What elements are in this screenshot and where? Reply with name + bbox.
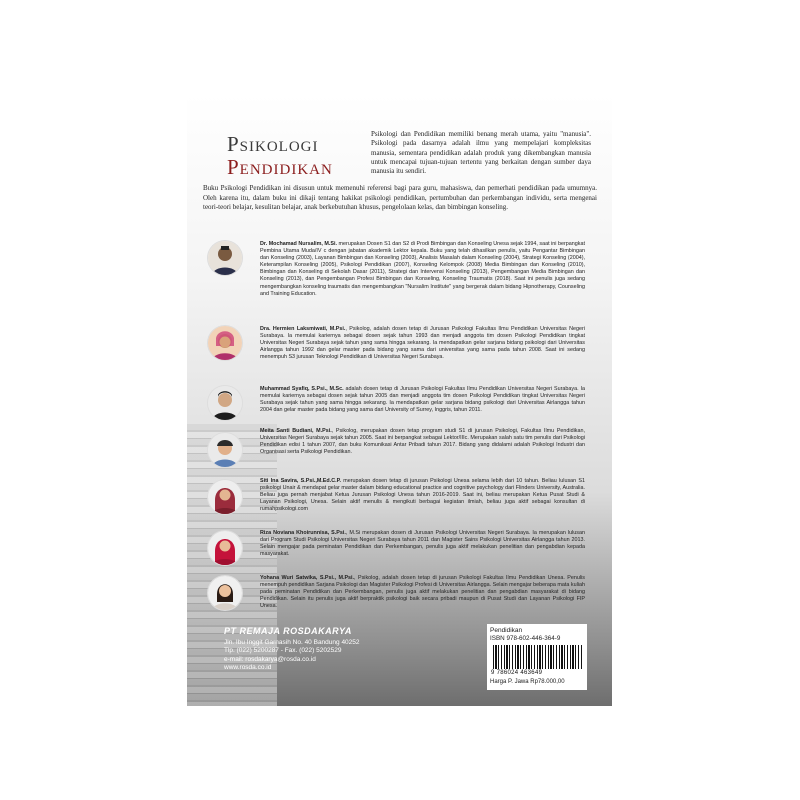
book-title bbox=[227, 134, 333, 178]
author-bio-text: , Psikolog, adalah dosen tetap di Jurusan Psikologi Fakultas Ilmu Pendidikan Universitas Negeri Surabaya. Ia memulai kariernya sebagai dosen sejak tahun 1993 dan menjadi anggota tim dosen Psikologi Pendidikan tingkat Universitas Negeri Surabaya sejak tahun yang sama hingga sekarang. Ia mendapatkan gelar sarjana bidang psikologi dari Universitas Airlangga tahun 1992 dan gelar master pada bidang yang sama dari universitas yang sama pada tahun 2008. Saat ini sedang menempuh S3 jurusan Teknologi Pendidikan di Universitas Negeri Surabaya. bbox=[260, 326, 586, 361]
author-bio-1 bbox=[260, 241, 585, 298]
author-bio-text: , Psikolog, adalah dosen tetap di jurusan Psikologi Fakultas Ilmu Pendidikan Unesa. Penulis menempuh pendidikan Sarjana Psikologi dan Magister Psikologi Profesi di Universitas Airlangga. Selain mengajar beberapa mata kuliah pada peminatan Pendidikan dan Perkembangan, penulis juga aktif melakukan penelitian dan pengabdian masyarakat di bidang Pendidikan. Selain itu penulis juga aktif berpraktik psikologi baik secara pribadi maupun di Pusat Studi dan Layanan Psikologi FIP Unesa. bbox=[260, 575, 585, 610]
author-photo-4 bbox=[208, 433, 242, 467]
isbn-box bbox=[487, 624, 587, 690]
author-bio-7 bbox=[260, 575, 585, 610]
summary-paragraph: Buku Psikologi Pendidikan ini disusun untuk memenuhi referensi bagi para guru, mahasiswa, dan pemerhati pendidikan pada umumnya. Oleh karena itu, dalam buku ini dikaji tentang hakikat psikologi pendidikan, pertumbuhan dan perkembangan individu, serta mengenai teori-teori belajar, kesulitan belajar, anak berkebutuhan khusus, pengelolaan kelas, dan bimbingan konseling. bbox=[203, 184, 597, 212]
book-back-cover bbox=[187, 94, 612, 706]
author-photo-6 bbox=[208, 531, 242, 565]
author-photo-3 bbox=[208, 386, 242, 420]
isbn-number: ISBN 978-602-446-364-9 bbox=[490, 635, 561, 642]
author-bio-text: merupakan dosen tetap di jurusan Psikologi Unesa selama lebih dari 10 tahun. Beliau lulusan S1 psikologi Unair & mendapat gelar master dalam bidang educational practice and cognitive psychology dari Flinders University, Australia. Beliau juga pernah menjabat Ketua Jurusan Psikologi Unesa tahun 2016-2019. Saat ini, beliau merupakan Ketua Pusat Studi & Layanan Psikologi, Unesa. Selain aktif menulis & mengikuti berbagai kegiatan ilmiah, beliau juga aktif sebagai konsultan di rumahpsikologi.com bbox=[260, 478, 585, 513]
publisher-address: Jln. Ibu Inggit Garnasih No. 40 Bandung 40252 bbox=[224, 639, 360, 646]
author-name: Dr. Mochamad Nursalim, M.Si. bbox=[260, 241, 338, 247]
author-bio-text: merupakan Dosen S1 dan S2 di Prodi Bimbingan dan Konseling Unesa sejak 1994, saat ini berpangkat Pembina Utama Muda/IV c dengan jabatan akademik Lektor kepala. Buku yang telah dihasilkan penulis, yaitu Pengantar Bimbingan dan Konseling (2003), Layanan Bimbingan dan Konseling (2003), Analisis Masalah dalam Konseling (2004), Strategi Konseling (2004), Keterampilan Konseling (2005), Psikologi Pendidikan (2007), Konseling Kelompok (2008) Media Bimbingan dan Konseling (2010), Bimbingan dan Konseling di Sekolah Dasar (2011), Strategi dan Intervensi Konseling (2013), Pengembangan Media Bimbingan dan Konseling (2013), dan Pengembangan Profesi Bimbingan dan Konseling, Konseling Traumatis (2018). Saat ini penulis juga sedang mengembangkan konseling traumatis dan mengembangkan "Nursalim Institute" yang bergerak dalam bidang Hipnotherapy, Counseling and Training Education. bbox=[260, 241, 585, 297]
book-price: Harga P. Jawa Rp78.000,00 bbox=[490, 679, 565, 685]
intro-paragraph: Psikologi dan Pendidikan memiliki benang merah utama, yaitu "manusia". Psikologi pada dasarnya adalah ilmu yang mempelajari kompleksitas manusia, sementara pendidikan adalah produk yang dikembangkan manusia untuk mencapai tujuan-tujuan tertentu yang berkaitan dengan sumber daya manusia itu sendiri. bbox=[371, 130, 591, 176]
barcode-icon bbox=[493, 645, 583, 669]
author-bio-3 bbox=[260, 386, 585, 414]
author-photo-2 bbox=[208, 326, 242, 360]
author-name: Yohana Wuri Satwika, S.Psi., M.Psi. bbox=[260, 575, 355, 581]
title-line-1: Psikologi bbox=[227, 132, 319, 156]
barcode-number: 9 786024 463649 bbox=[491, 670, 543, 676]
publisher-name: PT REMAJA ROSDAKARYA bbox=[224, 626, 352, 636]
author-photo-1 bbox=[208, 241, 242, 275]
author-bio-6 bbox=[260, 530, 585, 558]
author-name: Riza Noviana Khoirunnisa, S.Psi. bbox=[260, 530, 346, 536]
title-line-2: Pendidikan bbox=[227, 155, 333, 179]
author-bio-5 bbox=[260, 478, 585, 513]
author-name: Muhammad Syafiq, S.Psi., M.Sc. bbox=[260, 386, 344, 392]
author-bio-text: , Psikolog, merupakan dosen tetap program studi S1 di jurusan Psikologi, Fakultas Ilmu Pendidikan, Universitas Negeri Surabaya sejak tahun 2005. Saat ini berpangkat sebagai Lektor/IIIc. Merupakan salah satu tim penulis dari Psikologi Pendidikan edisi 1 tahun 2007, dan buku Komunikasi Antar Pribadi tahun 2017. Bidang yang didalami adalah Psikologi Industri dan Organisasi serta Psikologi Pendidikan. bbox=[260, 428, 585, 456]
author-photo-5 bbox=[208, 480, 242, 514]
author-bio-4 bbox=[260, 428, 585, 456]
author-bio-2 bbox=[260, 326, 585, 361]
publisher-phone: Tlp. (022) 5200287 - Fax. (022) 5202529 bbox=[224, 647, 342, 655]
publisher-website: www.rosda.co.id bbox=[224, 664, 272, 672]
author-bio-text: , M.Si merupakan dosen di Jurusan Psikologi Universitas Negeri Surabaya. Ia merupakan lulusan dari Program Studi Psikologi Universitas Negeri Surabaya tahun 2011 dan Magister Sains Psikologi Universitas Airlangga tahun 2013. Selain mengajar pada peminatan Pendidikan dan Perkembangan, penulis juga aktif melakukan penelitian dan pengabdian kepada masyarakat. bbox=[260, 530, 585, 558]
author-photo-7 bbox=[208, 576, 242, 610]
author-name: Siti Ina Savira, S.Psi.,M.Ed.C.P. bbox=[260, 478, 341, 484]
publisher-info bbox=[224, 626, 360, 673]
author-name: Meita Santi Budiani, M.Psi. bbox=[260, 428, 332, 434]
book-category: Pendidikan bbox=[490, 627, 523, 634]
author-name: Dra. Hermien Laksmiwati, M.Psi. bbox=[260, 326, 346, 332]
publisher-email: e-mail: rosdakarya@rosda.co.id bbox=[224, 655, 316, 663]
author-bio-text: adalah dosen tetap di Jurusan Psikologi Fakultas Ilmu Pendidikan Universitas Negeri Surabaya. Ia memulai kariernya sebagai dosen sejak tahun 2005 dan menjadi anggota tim dosen Psikologi Pendidikan tingkat Universitas Negeri Surabaya sejak tahun yang sama hingga sekarang. Ia mendapatkan gelar sarjana bidang psikologi dari Universitas Airlangga tahun 2004 dan gelar master pada bidang yang sama dari University of Surrey, Inggris, tahun 2011. bbox=[260, 386, 586, 414]
